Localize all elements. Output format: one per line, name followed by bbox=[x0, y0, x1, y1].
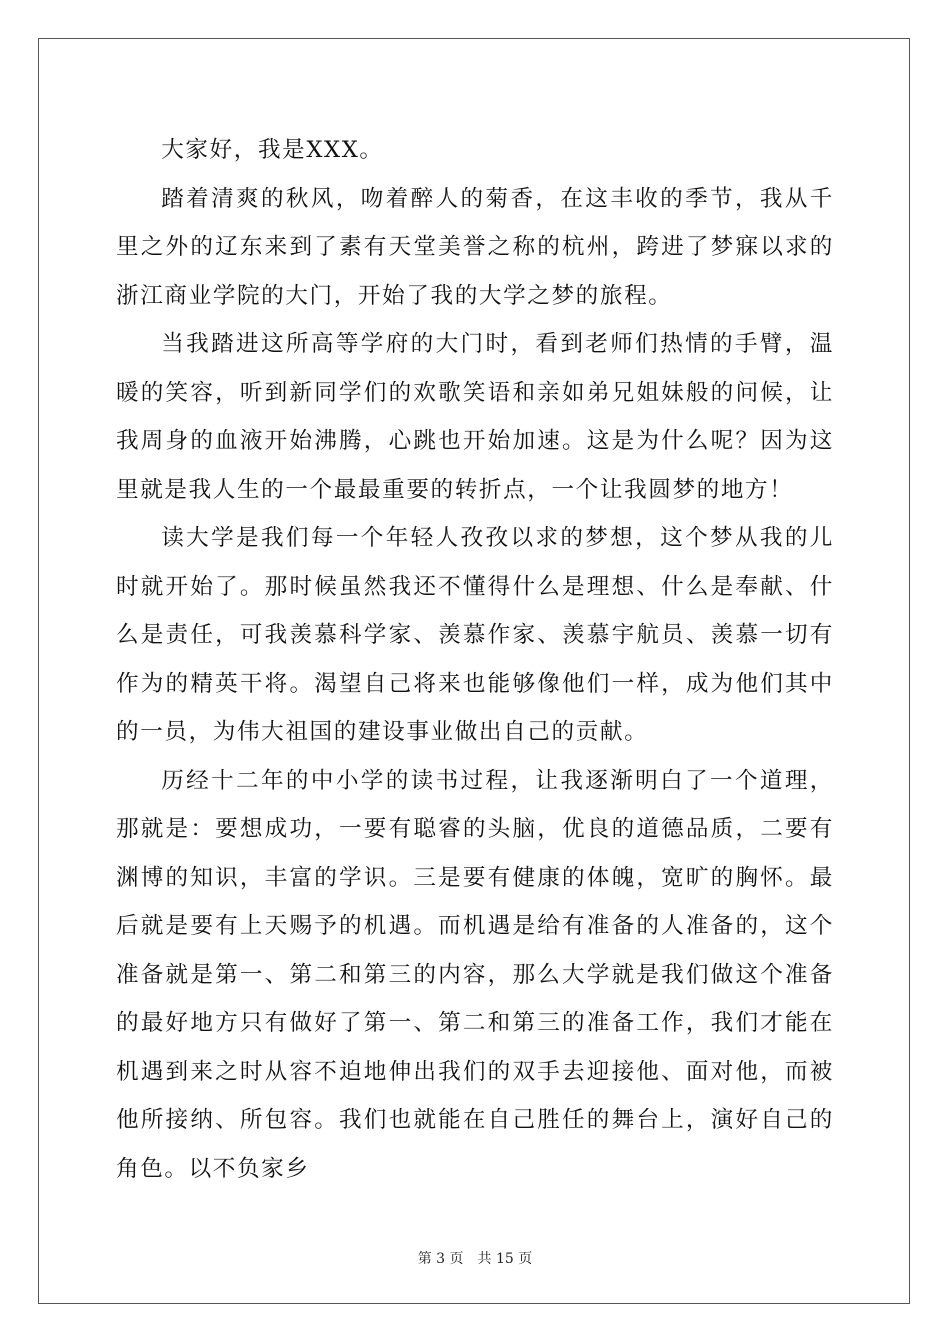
paragraph-preparation: 历经十二年的中小学的读书过程，让我逐渐明白了一个道理，那就是：要想成功，一要有聪睿的头脑，优良的道德品质，二要有渊博的知识，丰富的学识。三是要有健康的体魄，宽旷的胸怀。最后就是要有上天赐予的机遇。而机遇是给有准备的人准备的，这个准备就是第一、第二和第三的内容，那么大学就是我们做这个准备的最好地方只有做好了第一、第二和第三的准备工作，我们才能在机遇到来之时从容不迫地伸出我们的双手去迎接他、面对他，而被他所接纳、所包容。我们也就能在自己胜任的舞台上，演好自己的角色。以不负家乡 bbox=[116, 767, 834, 1182]
document-body bbox=[116, 126, 834, 1193]
page-total: 共 15 页 bbox=[477, 1251, 533, 1267]
paragraph-arrival: 踏着清爽的秋风，吻着醉人的菊香，在这丰收的季节，我从千里之外的辽东来到了素有天堂美誉之称的杭州，跨进了梦寐以求的浙江商业学院的大门，开始了我的大学之梦的旅程。 bbox=[116, 185, 834, 309]
page-number: 第 3 页 bbox=[417, 1251, 464, 1267]
paragraph-dream: 读大学是我们每一个年轻人孜孜以求的梦想，这个梦从我的儿时就开始了。那时候虽然我还不懂得什么是理想、什么是奉献、什么是责任，可我羡慕科学家、羡慕作家、羡慕宇航员、羡慕一切有作为的精英干将。渴望自己将来也能够像他们一样，成为他们其中的一员，为伟大祖国的建设事业做出自己的贡献。 bbox=[116, 525, 834, 745]
paragraph-first-impression: 当我踏进这所高等学府的大门时，看到老师们热情的手臂，温暖的笑容，听到新同学们的欢歌笑语和亲如弟兄姐妹般的问候，让我周身的血液开始沸腾，心跳也开始加速。这是为什么呢？因为这里就是我人生的一个最最重要的转折点，一个让我圆梦的地方！ bbox=[116, 331, 834, 503]
page-footer bbox=[0, 1248, 950, 1268]
paragraph-greeting: 大家好，我是XXX。 bbox=[161, 137, 384, 163]
